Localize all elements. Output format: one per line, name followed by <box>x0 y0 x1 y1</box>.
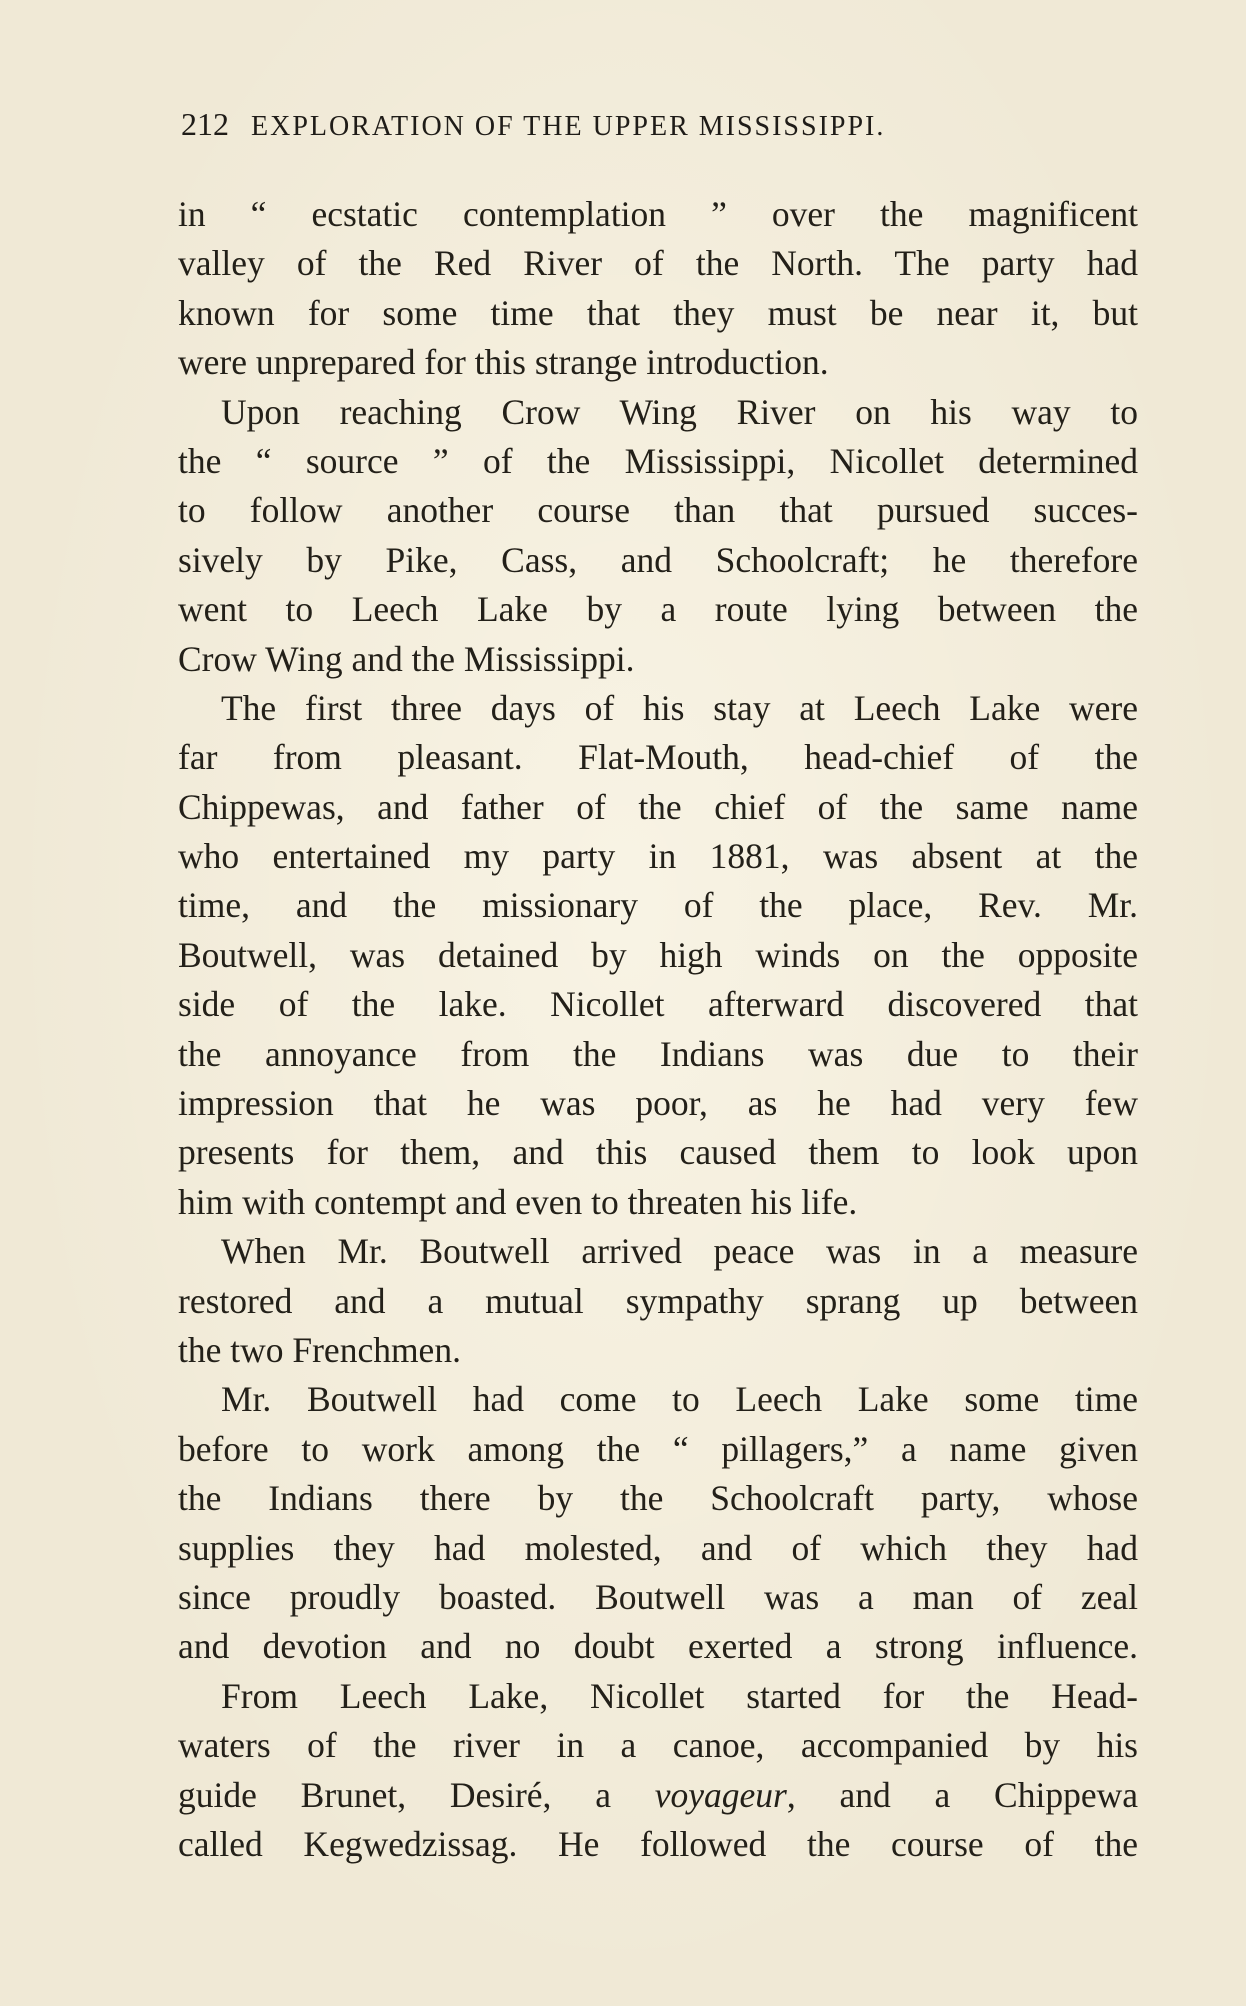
text-line: Upon reaching Crow Wing River on his way to <box>221 391 1138 432</box>
italic-word: voyageur <box>654 1774 787 1815</box>
text-line: side of the lake. Nicollet afterward discovered that <box>178 984 1138 1025</box>
text-line: waters of the river in a canoe, accompanied by his <box>178 1725 1138 1766</box>
text-line: sively by Pike, Cass, and Schoolcraft; he therefore <box>178 539 1138 580</box>
text-line: restored and a mutual sympathy sprang up between <box>178 1280 1138 1321</box>
text-line: the two Frenchmen. <box>178 1329 461 1370</box>
text-line: him with contempt and even to threaten his life. <box>178 1181 858 1222</box>
running-title: EXPLORATION OF THE UPPER MISSISSIPPI. <box>251 111 886 142</box>
text-line: known for some time that they must be near it, but <box>178 292 1138 333</box>
text-line: Boutwell, was detained by high winds on the opposite <box>178 934 1138 975</box>
text-line: presents for them, and this caused them to look upon <box>178 1132 1138 1173</box>
text-line: since proudly boasted. Boutwell was a man of zeal <box>178 1576 1138 1617</box>
text-line: called Kegwedzissag. He followed the course of the <box>178 1823 1138 1864</box>
page-number: 212 <box>181 106 229 142</box>
text-line: Mr. Boutwell had come to Leech Lake some time <box>221 1379 1138 1420</box>
text-line: time, and the missionary of the place, Rev. Mr. <box>178 885 1138 926</box>
text-line: Chippewas, and father of the chief of the same name <box>178 786 1138 827</box>
text-line: the “ source ” of the Mississippi, Nicollet determined <box>178 440 1138 481</box>
text-line: were unprepared for this strange introduction. <box>178 342 829 383</box>
text-line: before to work among the “ pillagers,” a name given <box>178 1428 1138 1469</box>
text-line: the annoyance from the Indians was due to their <box>178 1033 1138 1074</box>
running-header <box>181 106 1071 143</box>
text-line: in “ ecstatic contemplation ” over the magnificent <box>178 194 1138 234</box>
text-line: the Indians there by the Schoolcraft party, whose <box>178 1478 1138 1519</box>
text-line: Crow Wing and the Mississippi. <box>178 638 635 679</box>
text-line: impression that he was poor, as he had very few <box>178 1083 1138 1124</box>
text-line: went to Leech Lake by a route lying between the <box>178 589 1138 630</box>
text-line: and devotion and no doubt exerted a strong influence. <box>178 1626 1138 1667</box>
text-line: far from pleasant. Flat-Mouth, head-chief of the <box>178 737 1138 778</box>
text-line: guide Brunet, Desiré, a voyageur, and a Chippewa <box>178 1774 1138 1815</box>
text-line: When Mr. Boutwell arrived peace was in a measure <box>221 1231 1138 1272</box>
text-line: The first three days of his stay at Leech Lake were <box>221 687 1138 728</box>
body-text <box>178 190 1138 1869</box>
text-line: who entertained my party in 1881, was absent at the <box>178 836 1138 877</box>
text-line: to follow another course than that pursued succes- <box>178 490 1138 531</box>
text-line: valley of the Red River of the North. The party had <box>178 243 1138 284</box>
text-line: From Leech Lake, Nicollet started for the Head- <box>221 1675 1138 1716</box>
text-line: supplies they had molested, and of which they had <box>178 1527 1138 1568</box>
